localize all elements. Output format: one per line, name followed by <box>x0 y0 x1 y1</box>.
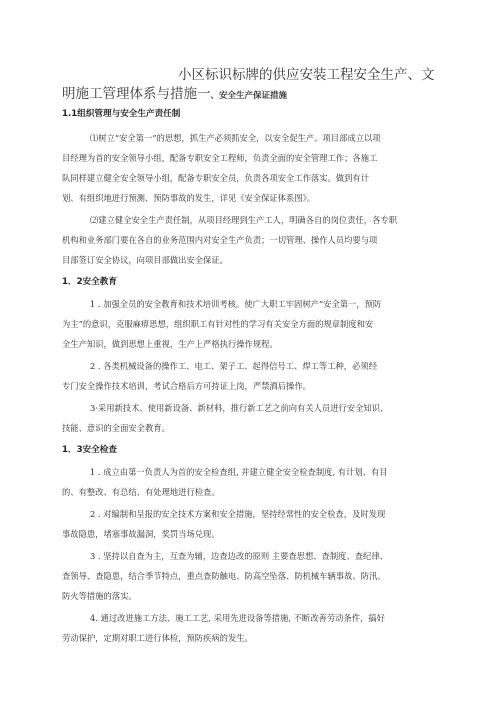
paragraph-line: 队同样建立健全安全领导小组，配备专职安全员，负责各项安全工作落实。做到有计 <box>62 173 369 183</box>
paragraph-line: ⑵建立健全安全生产责任制，从项目经理到生产工人，明确各自的岗位责任，各专职 <box>90 215 397 225</box>
paragraph-line: 机构和业务部门要在各自的业务范围内对安全生产负责；一切管理、操作人员均要与项 <box>62 235 378 245</box>
paragraph-line: 目部签订安全协议，向项目部做出安全保证。 <box>62 255 228 265</box>
paragraph-line: 专门安全操作技术培训，考试合格后方可持证上岗，严禁酒后操作。 <box>62 381 311 391</box>
paragraph-line: 防火等措施的落实。 <box>62 591 137 601</box>
paragraph-line: 劳动保护，定期对职工进行体检，预防疾病的发生。 <box>62 633 253 643</box>
paragraph-line: 技能、意识的全面安全教育。 <box>62 423 170 433</box>
paragraph-line: 事故隐患，堵塞事故漏洞，奖罚当场兑现。 <box>62 529 220 539</box>
section-heading-1-2: 1．2安全教育 <box>62 277 117 287</box>
document-title-line-1 <box>178 66 435 84</box>
paragraph-line: 为主”的意识，克服麻痹思想，组织职工有针对性的学习有关安全方面的规章制度和安 <box>62 319 374 329</box>
paragraph-line: 2 . 各类机械设备的操作工、电工、架子工、起得信号工、焊工等工种，必须经 <box>90 361 377 371</box>
paragraph-line: 全生产知识，做到思想上重视，生产上严格执行操作规程。 <box>62 339 278 349</box>
paragraph-line: 目经理为首的安全领导小组，配备专职安全工程师，负责全面的安全管理工作；各施工 <box>62 153 378 163</box>
title-subheading: 、安全生产保证措施 <box>210 91 288 101</box>
paragraph-line: 4. 通过改进施工方法、施工工艺, 采用先进设备等措施, 不断改善劳动条件，搞好 <box>90 613 385 623</box>
document-title-line-2 <box>62 85 287 105</box>
paragraph-line: 1 . 成立由第一负责人为首的安全检查组, 并建立健全安全检查制度, 有计划、有目 <box>90 467 388 477</box>
title-text-2: 明施工管理体系与措施一 <box>62 86 211 102</box>
title-text-1: 小区标识标牌的供应安装工程安全生产、文 <box>178 67 435 83</box>
section-heading-1-3: 1．3安全检查 <box>62 445 117 455</box>
section-heading-1-1: 1.1组织管理与安全生产责任制 <box>62 109 181 119</box>
paragraph-line: 3·采用新技术、使用新设备、新材料，推行新工艺之前向有关人员进行安全知识、 <box>90 403 389 413</box>
paragraph-line: 的、有整改、有总结、有处理地进行检查。 <box>62 487 220 497</box>
paragraph-line: 3 . 坚持以自查为主，互查为辅，边查边改的原则 主要查思想、查制度、查纪律、 <box>90 551 388 561</box>
paragraph-line: 2 . 对编制和呈报的安全技术方案和安全措施，坚持经常性的安全检查，及时发现 <box>90 509 386 519</box>
paragraph-line: 查领导、查隐患，结合季节特点，重点查防触电、防高空坠落、防机械车辆事故、防汛、 <box>62 571 386 581</box>
paragraph-line: ⑴树立“安全第一”的思想，抓生产必须抓安全，以安全促生产。项目部成立以项 <box>90 133 381 143</box>
paragraph-line: 1 . 加强全员的安全教育和技术培训考核。使广大职工牢固树产“安全第一，预防 <box>90 299 382 309</box>
paragraph-line: 划、有组织地进行预测、预防事故的发生，详见《安全保证体系图》。 <box>62 193 316 203</box>
